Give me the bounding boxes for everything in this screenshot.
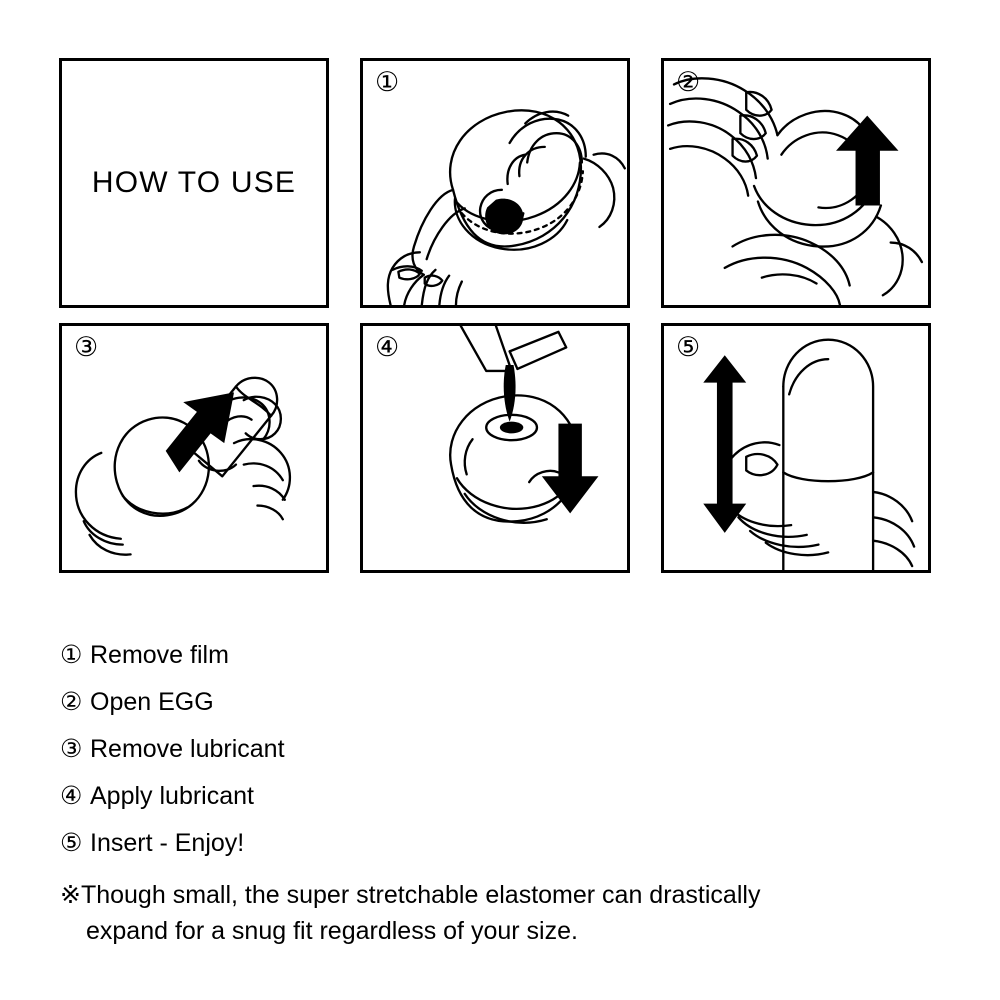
page-title: HOW TO USE [91,166,297,199]
step-text-3: Remove lubricant [90,735,285,763]
step-marker-5: ⑤ [60,829,83,857]
step-caption-5 [60,820,960,867]
step-text-4: Apply lubricant [90,782,254,810]
open-egg-illustration [664,61,928,305]
footnote-line-2: expand for a snug fit regardless of your size. [86,917,578,945]
footnote [60,877,970,949]
step-caption-1 [60,632,960,679]
step-text-1: Remove film [90,641,229,669]
insert-enjoy-panel [661,323,931,573]
footnote-mark: ※ [60,881,81,909]
step-text-2: Open EGG [90,688,214,716]
remove-film-illustration [363,61,627,305]
panel-marker-1: ① [375,67,400,97]
step-marker-3: ③ [60,735,83,763]
step-marker-2: ② [60,688,83,716]
panel-marker-5: ⑤ [676,332,701,362]
footnote-line-1: Though small, the super stretchable elastomer can drastically [80,881,761,909]
step-caption-2 [60,679,960,726]
open-egg-panel [661,58,931,308]
panel-marker-2: ② [676,67,701,97]
panel-marker-4: ④ [375,332,400,362]
step-marker-1: ① [60,641,83,669]
step-caption-4 [60,773,960,820]
panel-row-top [59,58,933,308]
apply-lubricant-illustration [363,326,627,570]
panel-row-bottom [59,323,933,573]
remove-lubricant-panel [59,323,329,573]
remove-film-panel [360,58,630,308]
title-panel [59,58,329,308]
remove-lubricant-illustration [62,326,326,570]
step-text-5: Insert - Enjoy! [90,829,245,857]
panel-grid [59,58,933,588]
panel-marker-3: ③ [74,332,99,362]
step-caption-list [60,632,960,867]
apply-lubricant-panel [360,323,630,573]
step-caption-3 [60,726,960,773]
insert-enjoy-illustration [664,326,928,570]
step-marker-4: ④ [60,782,83,810]
